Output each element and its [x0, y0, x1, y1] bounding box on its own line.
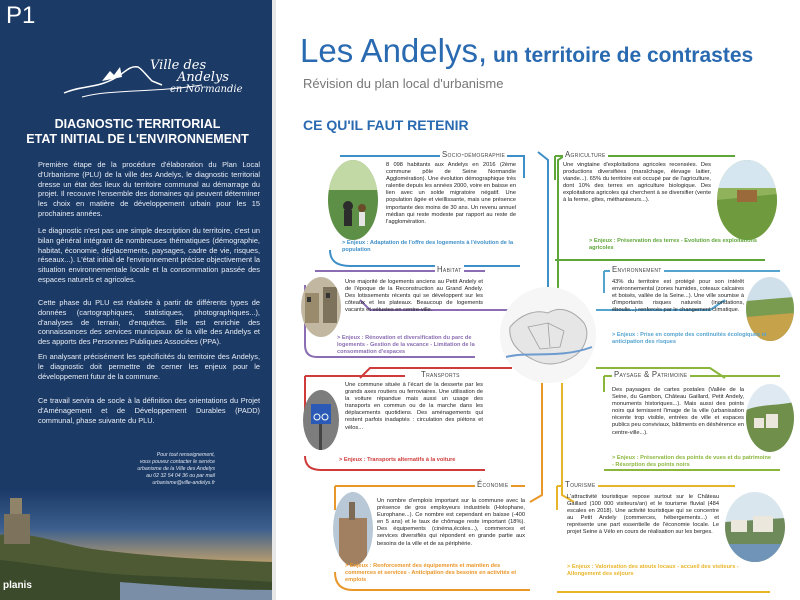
card-issue: > Enjeux : Préservation des points de vues et du patrimoine - Résorption des points noirs: [612, 455, 771, 468]
card-title: Économie: [477, 480, 509, 489]
planis-logo: planis: [3, 580, 32, 591]
intro-paragraph: Première étape de la procédure d'élaboration du Plan Local d'Urbanisme (PLU) de la ville des Andelys, le diagnostic territorial dresse un état des lieux du territoire communal au démarrage du projet. Il recouvre l'ensemble des domaines qui peuvent déterminer les choix en matière de développement urbain pour les 15 prochaines années.: [38, 160, 260, 218]
card-issue: > Enjeux : Adaptation de l'offre des logements à l'évolution de la population: [342, 240, 514, 253]
contact-email[interactable]: urbanisme@ville-andelys.fr: [152, 480, 215, 486]
territory-map: [500, 287, 596, 383]
title-sub: un territoire de contrastes: [487, 44, 754, 67]
intro-paragraph: En analysant précisément les spécificités du territoire des Andelys, le diagnostic doit permettre de cerner les enjeux pour le développement futur de la commune.: [38, 352, 260, 381]
page-label: P1: [6, 2, 36, 29]
bike-sign-photo: [303, 390, 339, 450]
map-icon: [500, 287, 596, 383]
factory-photo: [333, 492, 373, 566]
card-text: 8 098 habitants aux Andelys en 2016 (2ème commune pôle de Seine Normandie Agglomération). Une évolution démographique très ralentie depuis les années 2000, voire en baisse en lien avec un solde migratoire négatif. Une population âgée et vieillissante, mais une présence importante des moins de 30 ans. Un revenu annuel médian qui reste modeste par rapport au reste de l'agglomération.: [386, 162, 516, 225]
houses-photo: [301, 277, 341, 337]
card-socio-demographie: [320, 150, 530, 270]
card-text: Une vingtaine d'exploitations agricoles recensées. Des productions diversifiées (maraîchage, élevage laitier, viande...). 65% du territoire est occupé par de l'agriculture, dont 10% des terres en agriculture biologique. Des exploitations agricoles qui cherchent à se diversifier (vente à la ferme, gîtes, méthaniseurs...).: [563, 162, 711, 204]
card-issue: > Enjeux : Prise en compte des continuités écologiques et anticipation des risques: [612, 332, 767, 345]
card-issue: > Enjeux : Rénovation et diversification du parc de logements - Gestion de la vacance - Limitation de la consommation d'espaces: [337, 335, 475, 355]
card-paysage-patrimoine: [600, 370, 795, 480]
logo-text: en Normandie: [170, 84, 243, 95]
card-transports: [295, 370, 495, 475]
riverside-photo: [725, 492, 785, 562]
landscape-photo: [746, 384, 794, 452]
intro-paragraph: Ce travail servira de socle à la définition des orientations du Projet d'Aménagement et de Développement Durables (PADD) communal, phase suivante du PLU.: [38, 396, 260, 425]
card-tourisme: [545, 480, 795, 598]
section-heading: CE QU'IL FAUT RETENIR: [303, 117, 469, 133]
page-title: [300, 32, 753, 70]
card-title: Tourisme: [565, 480, 596, 489]
left-panel: [0, 0, 275, 600]
card-issue: > Enjeux : Transports alternatifs à la voiture: [339, 457, 456, 463]
contact-line: au 02 32 54 04 36 ou par mail: [146, 473, 215, 479]
logo-text: Ville des: [150, 58, 207, 73]
card-habitat: [295, 265, 495, 360]
card-title: Agriculture: [565, 150, 606, 159]
card-text: Une commune située à l'écart de la desserte par les grands axes routiers ou ferroviaires. Une utilisation de la voiture répandue mais aussi un usage des transports en commun ou de la marche dans les déplacements quotidiens. Des aménagements qui restent parfois inadaptés : circulation des piétons et vélos...: [345, 382, 483, 431]
card-issue: > Enjeux : Renforcement des équipements et maintien des commerces et services - Anticipation des besoins en activités et emplois: [345, 563, 517, 583]
card-title: Environnement: [612, 265, 662, 274]
card-text: 43% du territoire est protégé pour son intérêt environnemental (zones humides, coteaux calcaires et boisés, vallée de la Seine...). Une ville soumise à d'importants risques naturels (inondations, éboulis...) renforcés par le changement climatique.: [612, 279, 744, 314]
logo-text: Andelys: [177, 70, 229, 85]
card-issue: > Enjeux : Valorisation des atouts locaux - accueil des visiteurs - Allongement des séjours: [567, 564, 739, 577]
title-main: Les Andelys,: [300, 32, 488, 69]
contact-line: vous pouvez contacter le service: [139, 459, 215, 465]
card-environnement: [600, 265, 795, 375]
contact-line: urbanisme de la Ville des Andelys: [137, 466, 215, 472]
page-subtitle: Révision du plan local d'urbanisme: [303, 76, 504, 91]
intro-paragraph: Cette phase du PLU est réalisée à partir de différents types de données (cartographiques, statistiques, photographiques...), d'analyses de terrain, d'enquêtes. Elle est enrichie des connaissances des services municipaux de la ville des Andelys et des apports des Personnes Publiques Associées (PPA).: [38, 298, 260, 347]
card-text: Un nombre d'emplois important sur la commune avec la présence de gros employeurs industriels (Holophane, Europhane...). Ce nombre est cependant en baisse (-400 en 5 ans) et le taux de chômage reste important (18%). Des équipements (cinéma,écoles...), commerces et services diversifiés qui répondent en grande partie aux besoins de la ville et de sa périphérie.: [377, 498, 525, 547]
card-economie: [325, 480, 540, 595]
card-title: Habitat: [437, 265, 462, 274]
people-photo: [328, 160, 378, 240]
card-title: Transports: [421, 370, 460, 379]
card-text: Des paysages de cartes postales (Vallée de la Seine, du Gambon, Château Gaillard, Petit Andely, monuments historiques...). Mais aussi des points noirs qui ternissent l'image de la ville (urbanisation récente trop visible, entrées de ville et espaces publics peu conviviaux, bâtiments en déshérence en centre-ville...).: [612, 387, 744, 436]
left-title: DIAGNOSTIC TERRITORIAL: [54, 117, 221, 131]
card-text: L'attractivité touristique repose surtout sur le Château Gaillard (100 000 visiteurs/an) et le tourisme fluvial (484 escales en 2018). Une activité touristique qui se concentre au Petit Andely (commerces, hébergements...) et représente une part essentielle de l'économie locale. Le projet Seine à Vélo en cours de réalisation sur les berges.: [567, 494, 719, 536]
field-photo: [717, 160, 777, 240]
landscape-photo: [0, 490, 275, 600]
intro-paragraph: Le diagnostic n'est pas une simple description du territoire, c'est un bilan général intégrant de nombreuses thématiques (démographie, habitat, économie, déplacements, paysages, cadre de vie, risques, réseaux...). L'état initial de l'environnement précise objectivement la situation environnementale locale et la consommation passée des espaces naturels et agricoles.: [38, 226, 260, 284]
card-title: Socio-démographie: [442, 150, 506, 159]
contact-line: Pour tout renseignement,: [156, 452, 215, 458]
left-subtitle: ETAT INITIAL DE L'ENVIRONNEMENT: [26, 132, 249, 146]
divider: [272, 0, 276, 600]
card-issue: > Enjeux : Préservation des terres - Evolution des exploitations agricoles: [589, 238, 758, 251]
card-title: Paysage & Patrimoine: [614, 370, 688, 379]
card-agriculture: [545, 150, 785, 270]
card-text: Une majorité de logements anciens au Petit Andely et de l'époque de la Reconstruction au Grand Andely. Des lotissements récents qui se développent sur les côteaux et les plateaux. Beaucoup de logements vacants et vétustes en centre-ville.: [345, 279, 483, 314]
